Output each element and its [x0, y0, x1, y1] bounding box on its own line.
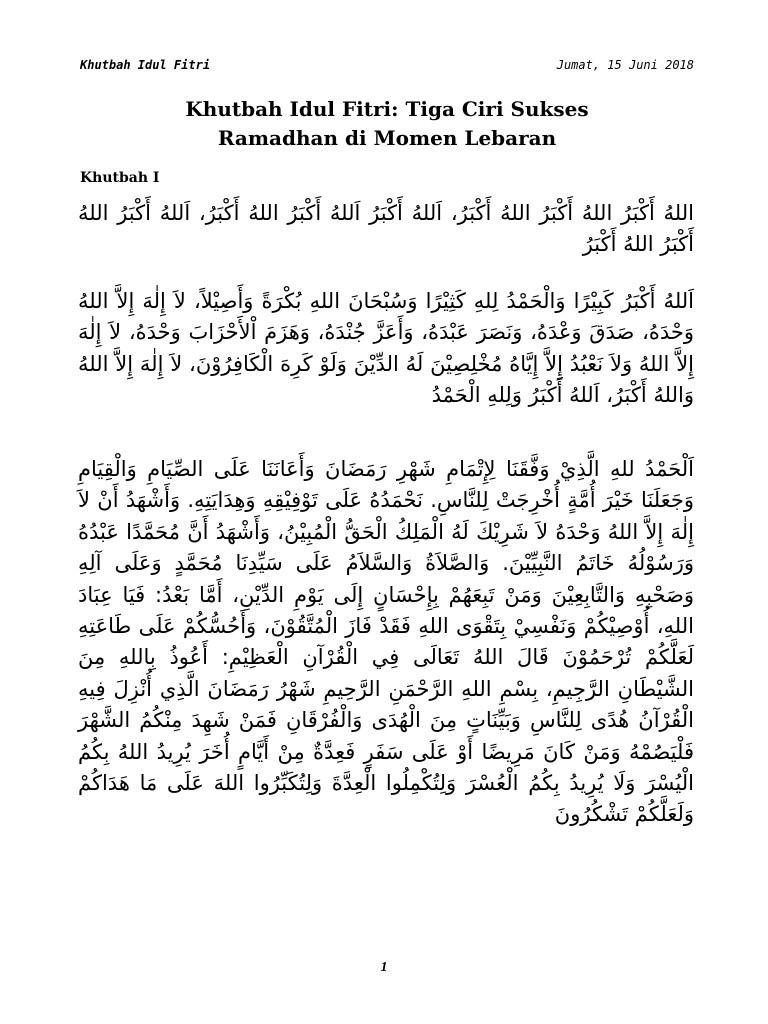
- arabic-paragraph-hamdalah: اَلْحَمْدُ للهِ الَّذِيْ وَفَّقَنَا لِإِتْمَامِ شَهْرِ رَمَضَانَ وَأَعَانَنَا عَلَى الصِّيَامِ وَالْقِيَامِ وَجَعَلَنَا خَيْرَ أُمَّةٍ أُخْرِجَتْ لِلنَّاسِ. نَحْمَدُهُ عَلَى تَوْفِيْقِهِ وَهِدَايَتِهِ. وَأَشْهَدُ أَنْ لاَ إِلٰهَ إِلاَّ اللهُ وَحْدَهُ لاَ شَرِيْكَ لَهُ الْمَلِكُ الْحَقُّ الْمُبِيْنُ، وَأَشْهَدُ أَنَّ مُحَمَّدًا عَبْدُهُ وَرَسُوْلُهُ خَاتَمُ النَّبِيِّيْنَ. وَالصَّلاَةُ وَالسَّلاَمُ عَلَى سَيِّدِنَا مُحَمَّدٍ وَعَلَى آلِهِ وَصَحْبِهِ وَالتَّابِعِيْنَ وَمَنْ تَبِعَهُمْ بِإِحْسَانٍ إِلَى يَوْمِ الدِّيْنِ، أَمَّا بَعْدُ: فَيَا عِبَادَ اللهِ، أُوْصِيْكُمْ وَنَفْسِيْ بِتَقْوَى اللهِ فَقَدْ فَازَ الْمُتَّقُوْنَ، وَأَحُسُّكُمْ عَلَى طَاعَتِهِ لَعَلَّكُمْ تُرْحَمُوْنَ قَالَ اللهُ تَعَالَى فِي الْقُرْآنِ الْعَظِيْمِ: أَعُوذُ بِاللهِ مِنَ الشَّيْطَانِ الرَّجِيمِ، بِسْمِ اللهِ الرَّحْمَنِ الرَّحِيمِ شَهْرُ رَمَضَانَ الَّذِي أُنْزِلَ فِيهِ الْقُرْآنُ هُدًى لِلنَّاسِ وَبَيِّنَاتٍ مِنَ الْهُدَى وَالْفُرْقَانِ فَمَنْ شَهِدَ مِنْكُمُ الشَّهْرَ فَلْيَصُمْهُ وَمَنْ كَانَ مَرِيضًا أَوْ عَلَى سَفَرٍ فَعِدَّةٌ مِنْ أَيَّامٍ أُخَرَ يُرِيدُ اللهُ بِكُمُ الْيُسْرَ وَلَا يُرِيدُ بِكُمُ الْعُسْرَ وَلِتُكْمِلُوا الْعِدَّةَ وَلِتُكَبِّرُوا اللهَ عَلَى مَا هَدَاكُمْ وَلَعَلَّكُمْ تَشْكُرُونَ: [78, 457, 694, 827]
- page-number: 1: [380, 960, 388, 975]
- arabic-paragraph-tahlil: اَللهُ أَكْبَرُ كَبِيْرًا وَالْحَمْدُ لِلهِ كَثِيْرًا وَسُبْحَانَ اللهِ بُكْرَةً وَأَصِيْلاً، لاَ إِلٰهَ إِلاَّ اللهُ وَحْدَهُ، صَدَقَ وَعْدَهُ، وَنَصَرَ عَبْدَهُ، وَأَعَزَّ جُنْدَهُ، وَهَزَمَ اْلأَحْزَابَ وَحْدَهُ، لاَ إِلٰهَ إِلاَّ اللهُ وَلاَ نَعْبُدُ إِلاَّ إِيَّاهُ مُخْلِصِيْنَ لَهُ الدِّيْنَ وَلَوْ كَرِهَ الْكَافِرُوْنَ، لاَ إِلٰهَ إِلاَّ اللهُ وَاللهُ أَكْبَرُ، اَللهُ أَكْبَرُ وَلِلهِ الْحَمْدُ: [78, 289, 694, 408]
- section-heading: Khutbah I: [80, 170, 160, 186]
- page-title-line-2: Ramadhan di Momen Lebaran: [217, 126, 557, 150]
- header-document-title: Khutbah Idul Fitri: [80, 58, 211, 72]
- page-title-line-1: Khutbah Idul Fitri: Tiga Ciri Sukses: [185, 97, 589, 121]
- arabic-paragraph-takbir: اللهُ أَكْبَرُ اللهُ أَكْبَرُ اللهُ أَكْبَرُ، اَللهُ أَكْبَرُ اَللهُ أَكْبَرُ اللهُ أَكْبَرُ، اَللهُ أَكْبَرُ اللهُ أَكْبَرُ اللهُ أَكْبَرُ: [78, 201, 694, 257]
- running-header: [80, 58, 694, 78]
- page-title: [80, 95, 694, 153]
- header-date: Jumat, 15 Juni 2018: [556, 58, 694, 72]
